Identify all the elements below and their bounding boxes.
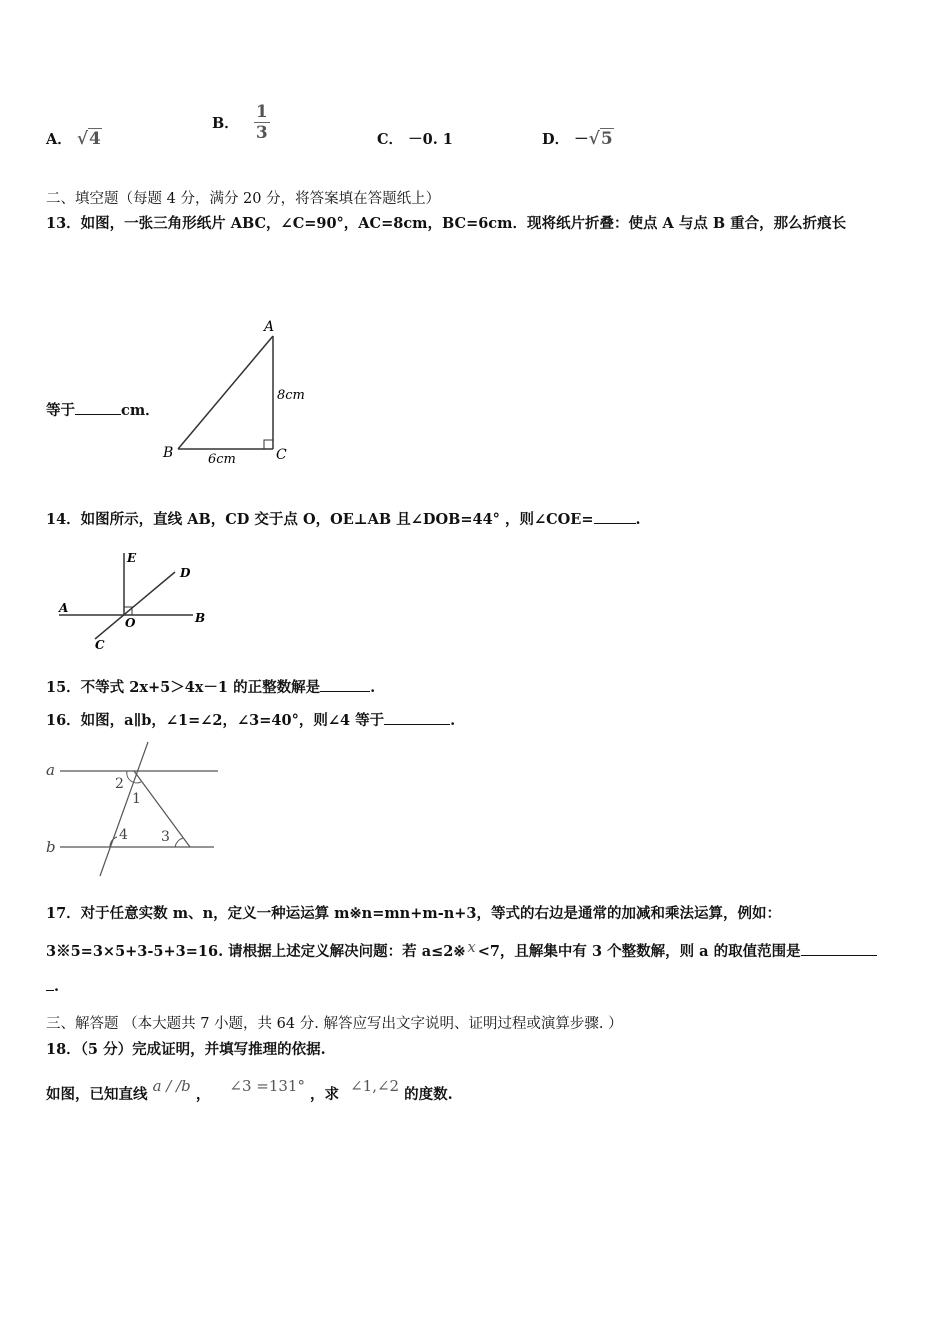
label-3: 3 [161,829,170,845]
label-bc-length: 6cm [208,452,236,467]
q13-tail-before: 等于 [46,402,75,419]
q18-math-angle-3: ∠3 =131° [229,1077,305,1095]
label-a: a [46,761,55,779]
q18-line-2-after: 的度数. [404,1086,453,1103]
option-c [377,128,453,149]
q17-line-2 [46,940,877,961]
option-c-value: －0. 1 [408,131,453,148]
label-e: E [127,551,137,565]
q17-line-3-tail: . [54,978,60,995]
option-b-label: B． [212,115,239,132]
q17-variable: x [467,940,476,956]
option-d [542,128,614,149]
option-b [212,102,270,143]
section-2-heading: 二、填空题（每题 4 分，满分 20 分，将答案填在答题纸上） [46,191,441,207]
option-d-label: D． [542,131,570,148]
q18-line-2 [46,1075,453,1103]
option-b-fraction [254,102,270,143]
option-a [46,128,102,149]
label-o: O [125,616,136,630]
q16-answer-blank [384,710,450,725]
q16-tail: . [450,712,456,729]
q18-line-1: 18．（5 分）完成证明，并填写推理的依据. [46,1041,326,1058]
q14-lines-figure [55,545,225,655]
label-1: 1 [132,791,141,807]
option-a-radicand: 4 [89,129,101,149]
angle-arc-3 [175,838,183,847]
q13-answer-line [46,399,160,420]
label-d: D [180,566,191,580]
q18-math-angles: ∠1,∠2 [350,1077,400,1095]
q14-line [46,508,641,529]
label-2: 2 [115,776,124,792]
q18-line-2-mid: ，求 [310,1086,340,1103]
q14-text: 14．如图所示，直线 AB，CD 交于点 O，OE⊥AB 且∠DOB=44° ，则∠COE= [46,511,594,528]
option-c-label: C． [377,131,404,148]
q15-line [46,676,375,697]
right-angle-mark [264,440,273,449]
q17-line-2-before: 3※5=3×5+3-5+3=16. 请根据上述定义解决问题：若 a≤2※ [46,943,466,960]
option-b-numerator: 1 [255,102,268,122]
q16-text: 16．如图，a∥b，∠1=∠2，∠3=40°，则∠4 等于 [46,712,385,729]
q15-tail: . [370,679,376,696]
label-c: C [95,638,105,652]
label-a: A [59,601,69,615]
q17-answer-blank [801,941,877,956]
transversal-1 [100,742,148,876]
option-a-sqrt: √4 [76,129,101,149]
option-a-label: A． [46,131,72,148]
option-d-radicand: 5 [600,129,613,149]
q16-parallel-figure [42,740,222,880]
q15-answer-blank [320,677,370,692]
q14-answer-blank [594,509,636,524]
q14-tail: . [635,511,641,528]
q13-tail-after: cm． [121,402,160,419]
q16-line [46,709,455,730]
q15-text: 15．不等式 2x+5＞4x－1 的正整数解是 [46,679,321,696]
q17-answer-blank-cont [46,976,54,991]
triangle-side-ab [178,336,273,449]
option-b-denominator: 3 [255,123,268,143]
label-b: B [195,611,206,625]
label-b: b [46,838,56,856]
label-a: A [264,319,275,335]
label-c: C [276,447,287,463]
q13-text: 13．如图，一张三角形纸片 ABC，∠C=90°，AC=8cm，BC=6cm．现将纸片折叠：使点 A 与点 B 重合，那么折痕长 [46,215,847,232]
label-b: B [163,445,174,461]
q18-line-2-before: 如图，已知直线 [46,1086,148,1103]
q13-triangle-figure [158,315,308,475]
q13-answer-blank [75,400,121,415]
q18-sep-1: ， [195,1086,211,1103]
q18-math-parallel: a / /b [152,1077,191,1095]
q17-line-1: 17．对于任意实数 m、n，定义一种运运算 m※n=mn+m-n+3，等式的右边是通常的加减和乘法运算，例如： [46,905,782,922]
option-d-sqrt: √5 [588,129,613,149]
label-4: 4 [119,827,128,843]
label-ac-length: 8cm [277,388,305,403]
q17-line-3 [46,976,59,995]
q17-line-2-after: <7，且解集中有 3 个整数解，则 a 的取值范围是 [477,943,801,960]
section-3-heading: 三、解答题 （本大题共 7 小题，共 64 分. 解答应写出文字说明、证明过程或演算步骤. ） [46,1016,623,1032]
option-d-sign: － [574,131,589,148]
